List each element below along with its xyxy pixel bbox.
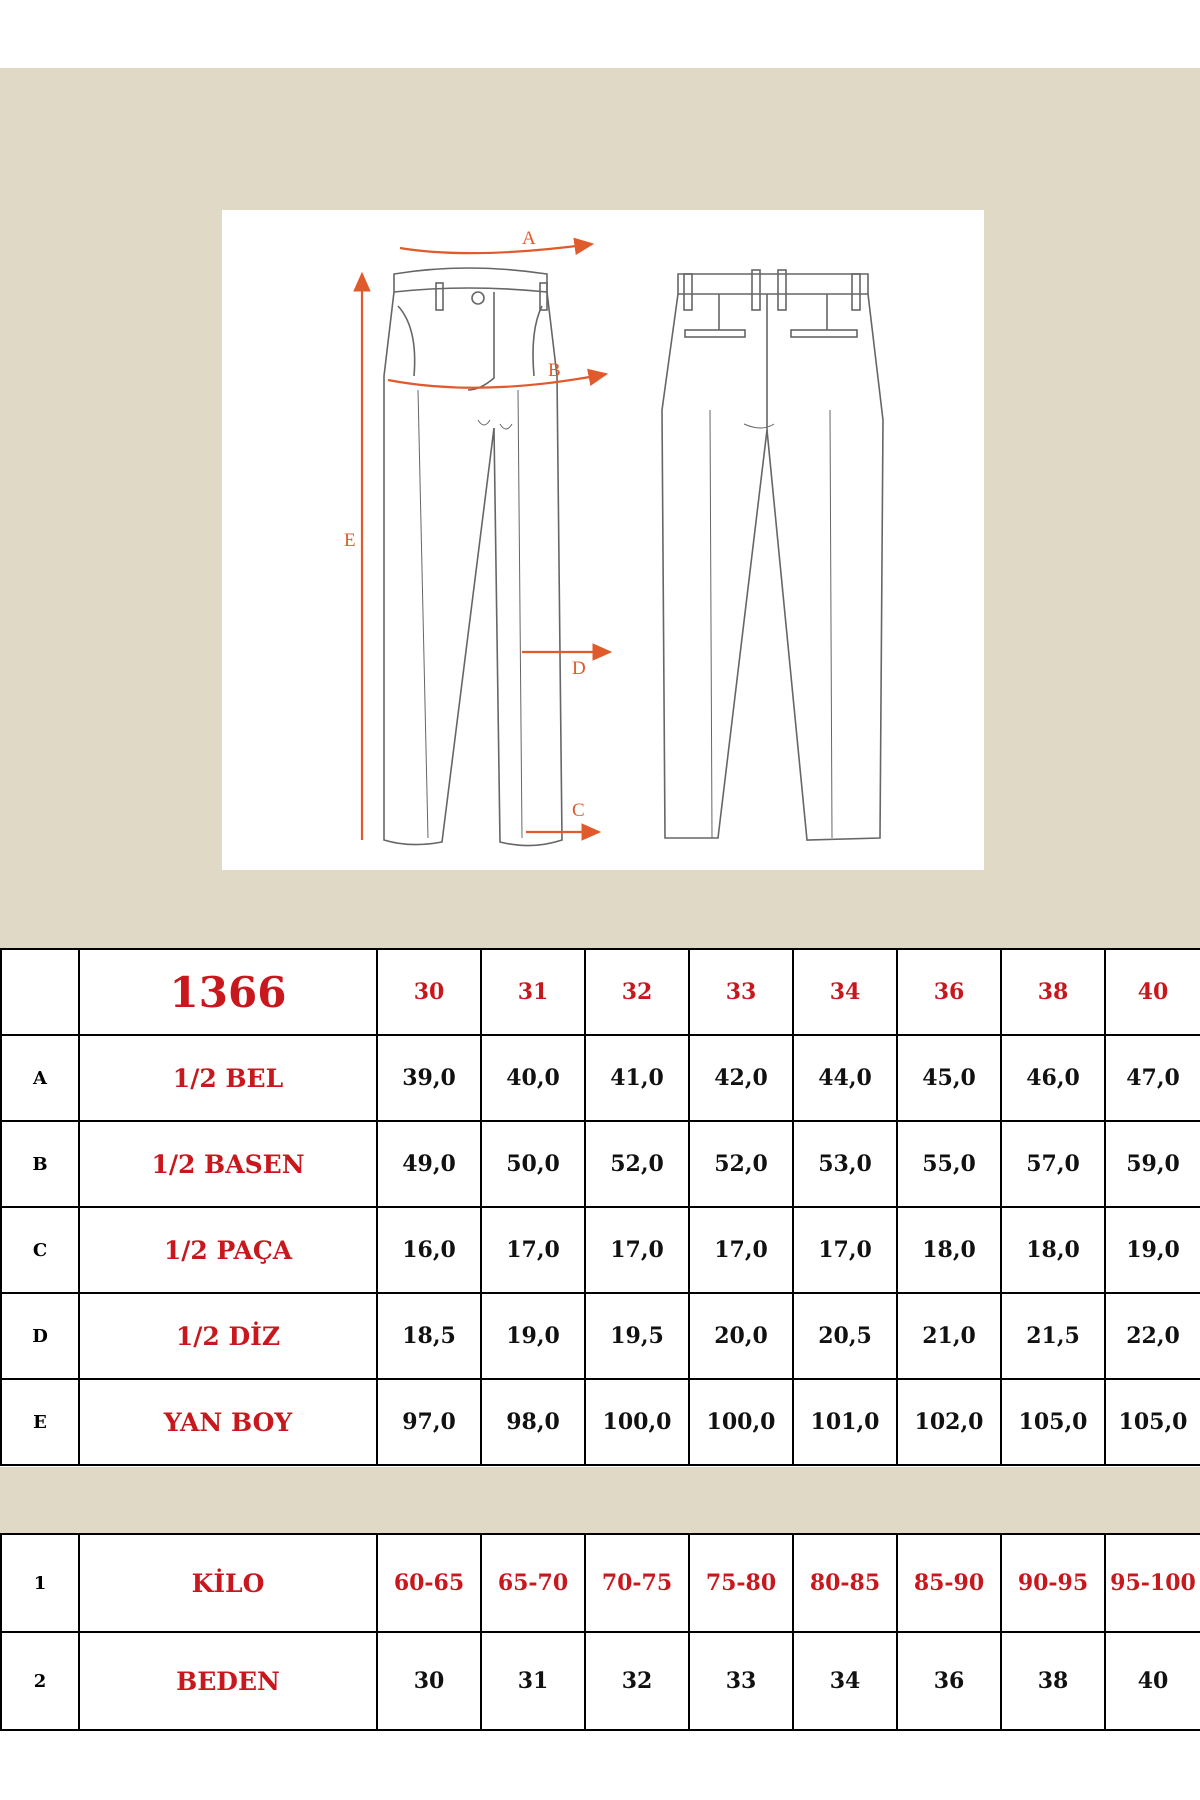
- table-cell: 102,0: [897, 1379, 1001, 1465]
- table-cell: 19,0: [481, 1293, 585, 1379]
- table-cell: 30: [377, 1632, 481, 1730]
- size-header: 33: [689, 949, 793, 1035]
- row-key: E: [1, 1379, 79, 1465]
- table-cell: 17,0: [793, 1207, 897, 1293]
- table-cell: 34: [793, 1632, 897, 1730]
- label-e: E: [344, 530, 356, 551]
- table-cell: 80-85: [793, 1534, 897, 1632]
- table-cell: 36: [897, 1632, 1001, 1730]
- row-key: D: [1, 1293, 79, 1379]
- table-cell: 95-100: [1105, 1534, 1200, 1632]
- label-a: A: [522, 228, 536, 249]
- size-header: 38: [1001, 949, 1105, 1035]
- table-cell: 52,0: [585, 1121, 689, 1207]
- table-cell: 42,0: [689, 1035, 793, 1121]
- row-name: KİLO: [79, 1534, 377, 1632]
- size-header: 34: [793, 949, 897, 1035]
- arrow-a: [400, 244, 592, 253]
- table-cell: 47,0: [1105, 1035, 1200, 1121]
- table-cell: 18,0: [1001, 1207, 1105, 1293]
- table-cell: 70-75: [585, 1534, 689, 1632]
- table-row: [1, 1293, 1200, 1379]
- row-key: A: [1, 1035, 79, 1121]
- row-key: 2: [1, 1632, 79, 1730]
- label-b: B: [548, 360, 561, 381]
- table-cell: 19,5: [585, 1293, 689, 1379]
- table-cell: 18,0: [897, 1207, 1001, 1293]
- size-header: 36: [897, 949, 1001, 1035]
- row-name: YAN BOY: [79, 1379, 377, 1465]
- table-cell: 17,0: [689, 1207, 793, 1293]
- table-cell: 101,0: [793, 1379, 897, 1465]
- table-cell: 39,0: [377, 1035, 481, 1121]
- table-cell: 21,5: [1001, 1293, 1105, 1379]
- table-cell: 105,0: [1105, 1379, 1200, 1465]
- table-cell: 32: [585, 1632, 689, 1730]
- table-cell: 33: [689, 1632, 793, 1730]
- table-cell: 38: [1001, 1632, 1105, 1730]
- table-cell: 16,0: [377, 1207, 481, 1293]
- row-key: C: [1, 1207, 79, 1293]
- trouser-diagram: [222, 210, 984, 870]
- table-cell: 41,0: [585, 1035, 689, 1121]
- table-cell: 17,0: [585, 1207, 689, 1293]
- table-cell: 44,0: [793, 1035, 897, 1121]
- table-cell: 59,0: [1105, 1121, 1200, 1207]
- row-key: B: [1, 1121, 79, 1207]
- table-cell: 98,0: [481, 1379, 585, 1465]
- table-cell: 97,0: [377, 1379, 481, 1465]
- table-cell: 49,0: [377, 1121, 481, 1207]
- table-cell: 52,0: [689, 1121, 793, 1207]
- table-cell: 75-80: [689, 1534, 793, 1632]
- measurement-arrows: [362, 244, 610, 840]
- table-cell: 57,0: [1001, 1121, 1105, 1207]
- table-cell: 55,0: [897, 1121, 1001, 1207]
- row-name: 1/2 BEL: [79, 1035, 377, 1121]
- table-row: [1, 1035, 1200, 1121]
- table-cell: 53,0: [793, 1121, 897, 1207]
- size-header: 30: [377, 949, 481, 1035]
- trouser-diagram-svg: [222, 210, 984, 870]
- table-cell: 19,0: [1105, 1207, 1200, 1293]
- row-name: 1/2 DİZ: [79, 1293, 377, 1379]
- size-header: 40: [1105, 949, 1200, 1035]
- table-separator-band: [0, 1467, 1200, 1533]
- trousers-back-illustration: [662, 270, 883, 840]
- table-cell: 65-70: [481, 1534, 585, 1632]
- table-cell: 45,0: [897, 1035, 1001, 1121]
- label-d: D: [572, 658, 586, 679]
- row-key: 1: [1, 1534, 79, 1632]
- arrow-b: [388, 374, 606, 388]
- table-cell: 40: [1105, 1632, 1200, 1730]
- table-row: [1, 1379, 1200, 1465]
- table-cell: 100,0: [689, 1379, 793, 1465]
- table-cell: 22,0: [1105, 1293, 1200, 1379]
- table-cell: 105,0: [1001, 1379, 1105, 1465]
- table-cell: 90-95: [1001, 1534, 1105, 1632]
- table-cell: 20,5: [793, 1293, 897, 1379]
- table-row: [1, 1534, 1200, 1632]
- table-cell: 18,5: [377, 1293, 481, 1379]
- table-cell: 21,0: [897, 1293, 1001, 1379]
- table-cell: 60-65: [377, 1534, 481, 1632]
- size-header-row: [1, 949, 1200, 1035]
- table-cell: 17,0: [481, 1207, 585, 1293]
- top-margin: [0, 0, 1200, 68]
- table-cell: 46,0: [1001, 1035, 1105, 1121]
- size-chart-table: [0, 948, 1200, 1466]
- table-row: [1, 1207, 1200, 1293]
- table-cell: 100,0: [585, 1379, 689, 1465]
- table-cell: 85-90: [897, 1534, 1001, 1632]
- table-row: [1, 1121, 1200, 1207]
- table-cell: 31: [481, 1632, 585, 1730]
- table-row: [1, 1632, 1200, 1730]
- model-number: 1366: [79, 949, 377, 1035]
- table-cell: 20,0: [689, 1293, 793, 1379]
- size-header: 32: [585, 949, 689, 1035]
- table-cell: 50,0: [481, 1121, 585, 1207]
- size-header: 31: [481, 949, 585, 1035]
- corner-cell: [1, 949, 79, 1035]
- trousers-front-illustration: [384, 268, 562, 846]
- weight-size-table: [0, 1533, 1200, 1731]
- row-name: 1/2 BASEN: [79, 1121, 377, 1207]
- label-c: C: [572, 800, 585, 821]
- table-cell: 40,0: [481, 1035, 585, 1121]
- row-name: BEDEN: [79, 1632, 377, 1730]
- row-name: 1/2 PAÇA: [79, 1207, 377, 1293]
